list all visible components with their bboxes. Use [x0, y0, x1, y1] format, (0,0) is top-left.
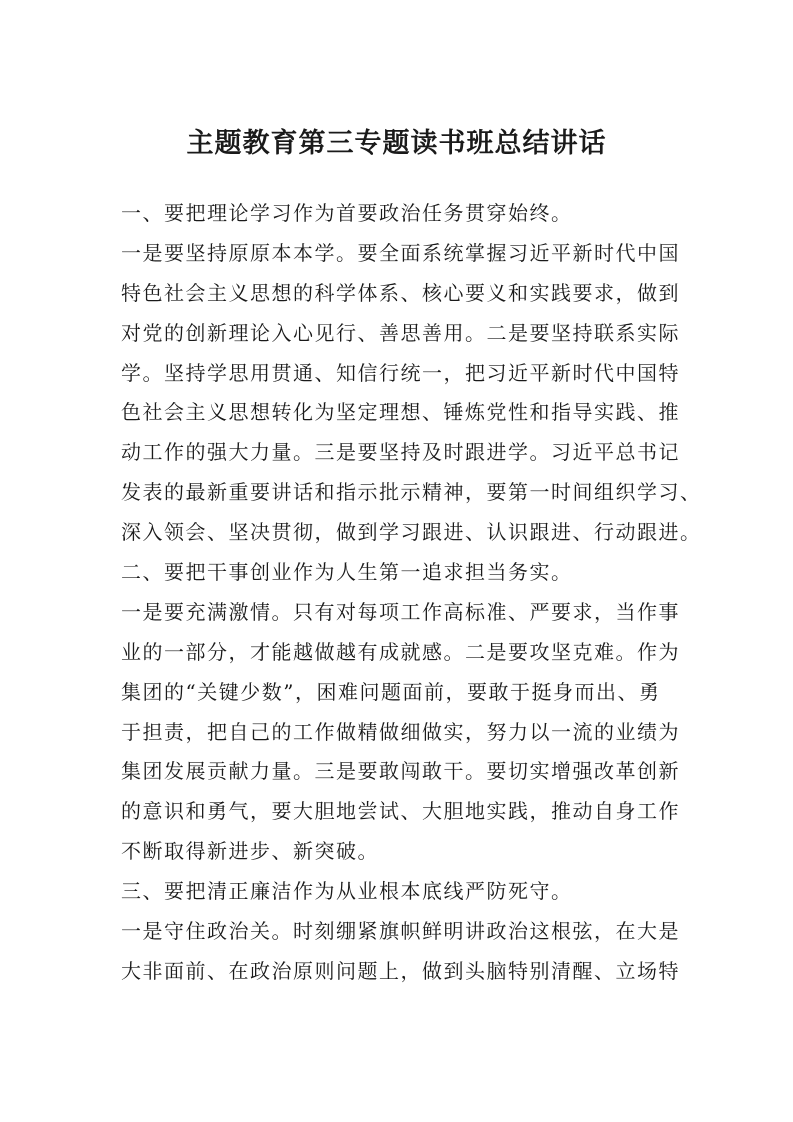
text-line: 学。坚持学思用贯通、知信行统一，把习近平新时代中国特 [121, 360, 680, 385]
text-line: 大非面前、在政治原则问题上，做到头脑特别清醒、立场特 [121, 958, 680, 983]
text-line: 动工作的强大力量。三是要坚持及时跟进学。习近平总书记 [121, 440, 680, 465]
page-title: 主题教育第三专题读书班总结讲话 [186, 128, 607, 159]
text-line: 业的一部分，才能越做越有成就感。二是要攻坚克难。作为 [121, 639, 680, 664]
text-line: 集团发展贡献力量。三是要敢闯敢干。要切实增强改革创新 [121, 759, 680, 784]
text-line: 深入领会、坚决贯彻，做到学习跟进、认识跟进、行动跟进。 [121, 520, 702, 545]
text-line: 发表的最新重要讲话和指示批示精神，要第一时间组织学习、 [121, 480, 702, 505]
text-line: 集团的“关键少数”，困难问题面前，要敢于挺身而出、勇 [121, 679, 661, 704]
text-line: 一是要充满激情。只有对每项工作高标准、严要求，当作事 [121, 599, 680, 624]
text-line: 色社会主义思想转化为坚定理想、锤炼党性和指导实践、推 [121, 400, 680, 425]
text-line: 的意识和勇气，要大胆地尝试、大胆地实践，推动自身工作 [121, 799, 680, 824]
text-line: 一是要坚持原原本本学。要全面系统掌握习近平新时代中国 [121, 240, 680, 265]
heading-section-3: 三、要把清正廉洁作为从业根本底线严防死守。 [121, 879, 573, 904]
heading-section-2: 二、要把干事创业作为人生第一追求担当务实。 [121, 560, 573, 585]
text-line: 不断取得新进步、新突破。 [121, 839, 379, 864]
text-line: 一是守住政治关。时刻绷紧旗帜鲜明讲政治这根弦，在大是 [121, 919, 680, 944]
text-line: 于担责，把自己的工作做精做细做实，努力以一流的业绩为 [121, 719, 680, 744]
text-line: 特色社会主义思想的科学体系、核心要义和实践要求，做到 [121, 280, 680, 305]
document-body [121, 194, 701, 992]
text-line: 对党的创新理论入心见行、善思善用。二是要坚持联系实际 [121, 320, 680, 345]
heading-section-1: 一、要把理论学习作为首要政治任务贯穿始终。 [121, 201, 573, 225]
